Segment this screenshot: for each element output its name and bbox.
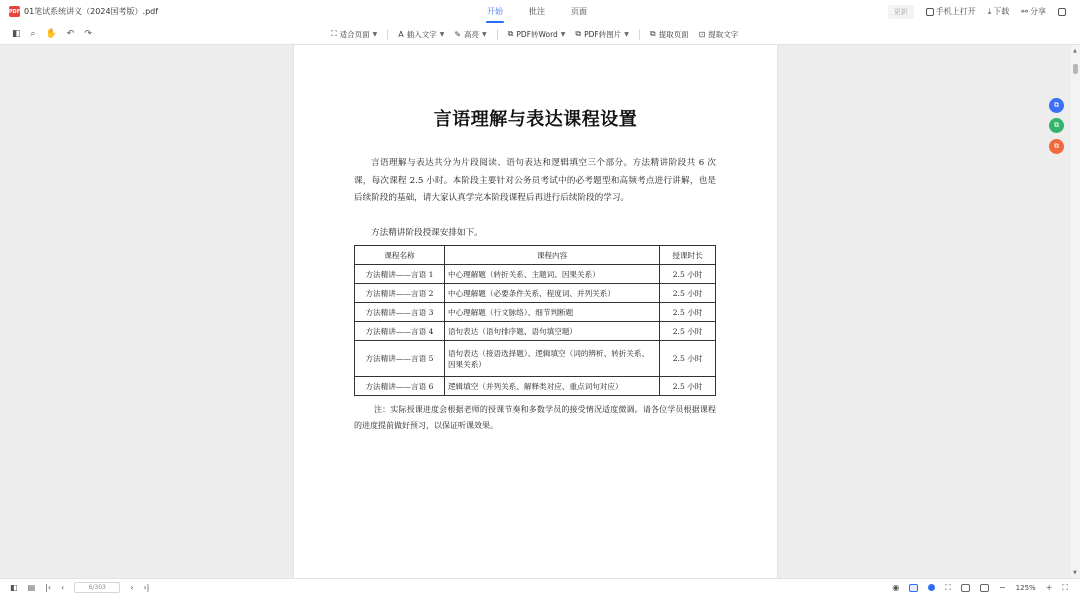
fit-page-label: 适合页面	[339, 29, 370, 39]
schedule-table	[354, 245, 716, 396]
course-content: 中心理解题（行文脉络）、细节判断题	[444, 303, 659, 322]
download-label: 下载	[993, 7, 1010, 16]
pdf-to-word-label: PDF转Word	[516, 29, 558, 39]
next-page-icon[interactable]: ›	[130, 583, 134, 592]
extract-text-label: 提取文字	[708, 29, 739, 39]
double-page-view-icon[interactable]	[961, 584, 970, 592]
pdf-to-image-label: PDF转图片	[584, 29, 622, 39]
column-header: 课程内容	[444, 246, 659, 265]
pdf-to-image-button[interactable]	[575, 29, 628, 40]
download-icon: ⤓	[987, 6, 992, 16]
table-row	[355, 303, 716, 322]
download-button[interactable]	[988, 6, 1010, 17]
share-button[interactable]	[1021, 6, 1046, 17]
course-content: 中心理解题（必要条件关系、程度词、并列关系）	[444, 284, 659, 303]
copy-icon: ⧉	[1054, 101, 1059, 109]
divider	[387, 29, 388, 40]
update-button[interactable]: 更新	[888, 5, 914, 19]
chevron-down-icon: ▼	[560, 30, 566, 38]
tab-page[interactable]: 页面	[571, 7, 587, 16]
fit-page-icon: ⛶	[331, 29, 337, 38]
continuous-view-icon[interactable]	[928, 584, 935, 591]
highlighter-icon: ✎	[454, 29, 462, 39]
insert-text-button[interactable]	[398, 29, 444, 40]
insert-text-label: 插入文字	[406, 29, 437, 39]
table-header-row	[355, 246, 716, 265]
file-name: 01笔试系统讲义（2024国考版）.pdf	[24, 7, 159, 16]
open-on-phone-label: 手机上打开	[935, 7, 976, 16]
intro-paragraph: 言语理解与表达共分为片段阅读、语句表达和逻辑填空三个部分。方法精讲阶段共 6 次课，每次课程 2.5 小时。本阶段主要针对公务员考试中的必考题型和高频考点进行讲解，也是后续阶段的基础，请大家认真学完本阶段课程后再进行后续阶段的学习。	[354, 158, 716, 203]
tab-start[interactable]: 开始	[483, 4, 507, 19]
undo-icon[interactable]: ↶	[66, 29, 75, 39]
table-row	[355, 341, 716, 377]
phone-icon	[926, 8, 934, 16]
zoom-out-icon[interactable]: −	[998, 583, 1006, 592]
chevron-down-icon: ▼	[624, 30, 629, 38]
chevron-down-icon: ▼	[482, 30, 487, 38]
column-header: 课程名称	[355, 246, 445, 265]
chevron-down-icon: ▼	[439, 30, 445, 38]
convert-button[interactable]	[1049, 139, 1064, 154]
search-icon[interactable]: ⌕	[30, 29, 36, 39]
course-content: 逻辑填空（并列关系、解释类对应、重点词句对应）	[444, 377, 659, 396]
translate-icon: ⧉	[1054, 121, 1059, 129]
column-header: 授课时长	[660, 246, 716, 265]
toolbar	[0, 23, 1080, 45]
title-bar	[0, 0, 1080, 23]
extract-text-button[interactable]	[699, 29, 739, 40]
course-duration: 2.5 小时	[660, 322, 716, 341]
course-name: 方法精讲——言语 4	[355, 322, 445, 341]
sidebar-toggle-icon[interactable]: ◧	[12, 29, 21, 39]
convert-icon: ⧉	[1054, 142, 1059, 150]
table-row	[355, 284, 716, 303]
scrollbar-thumb[interactable]	[1073, 64, 1078, 74]
status-bar	[0, 578, 1080, 595]
last-page-icon[interactable]: ›|	[143, 583, 150, 592]
fit-width-icon[interactable]: ⛶	[945, 582, 951, 592]
fullscreen-icon[interactable]: ⛶	[1062, 582, 1068, 592]
toolbar-left	[12, 23, 92, 45]
document-viewport[interactable]	[0, 45, 1080, 578]
table-row	[355, 322, 716, 341]
divider	[639, 29, 640, 40]
extract-page-icon: ⧉	[649, 29, 656, 38]
course-content: 语句表达（语句排序题、语句填空题）	[444, 322, 659, 341]
toolbar-center	[331, 23, 738, 45]
course-name: 方法精讲——言语 5	[355, 341, 445, 377]
course-duration: 2.5 小时	[660, 341, 716, 377]
first-page-icon[interactable]: |‹	[45, 583, 52, 592]
table-row	[355, 265, 716, 284]
course-name: 方法精讲——言语 1	[355, 265, 445, 284]
course-name: 方法精讲——言语 6	[355, 377, 445, 396]
pdf-page	[294, 45, 777, 578]
highlight-button[interactable]	[454, 29, 486, 40]
outline-panel-icon[interactable]: ▤	[27, 583, 36, 592]
schedule-intro: 方法精讲阶段授课安排如下。	[371, 228, 483, 238]
eye-icon[interactable]: ◉	[892, 583, 900, 592]
scroll-up-icon[interactable]: ▲	[1073, 48, 1077, 54]
document-title: 言语理解与表达课程设置	[433, 109, 638, 130]
pdf-to-word-button[interactable]	[508, 29, 566, 40]
view-controls	[892, 579, 1068, 595]
course-name: 方法精讲——言语 2	[355, 284, 445, 303]
zoom-level[interactable]: 125%	[1015, 583, 1036, 592]
course-name: 方法精讲——言语 3	[355, 303, 445, 322]
extract-text-icon: ⊡	[698, 29, 706, 39]
course-duration: 2.5 小时	[660, 284, 716, 303]
feedback-icon	[1058, 8, 1066, 16]
pdf-file-icon: PDF	[9, 6, 20, 17]
translate-button[interactable]	[1049, 118, 1064, 133]
ai-assistant-button[interactable]	[1049, 98, 1064, 113]
extract-page-label: 提取页面	[658, 29, 689, 39]
main-tabs	[483, 0, 591, 23]
open-on-phone-button[interactable]	[926, 6, 976, 17]
single-page-view-icon[interactable]	[909, 584, 918, 592]
image-icon: ⧉	[575, 29, 582, 38]
title-actions	[888, 0, 1066, 23]
fit-page-button[interactable]	[331, 29, 377, 40]
page-navigation	[10, 579, 149, 595]
thumbnail-panel-icon[interactable]: ◧	[10, 583, 18, 592]
table-row	[355, 377, 716, 396]
course-content: 语句表达（接语选择题）、逻辑填空（词的辨析、转折关系、因果关系）	[444, 341, 659, 377]
hand-tool-icon[interactable]: ✋	[45, 29, 57, 39]
course-content: 中心理解题（转折关系、主题词、因果关系）	[444, 265, 659, 284]
share-label: 分享	[1030, 7, 1046, 16]
prev-page-icon[interactable]: ‹	[61, 583, 65, 592]
schedule-note: 注：实际授课进度会根据老师的授课节奏和多数学员的接受情况适度微调。请各位学员根据课程的进度提前做好预习，以保证听课效果。	[354, 405, 716, 430]
feedback-button[interactable]	[1058, 8, 1066, 16]
book-view-icon[interactable]	[980, 584, 989, 592]
redo-icon[interactable]: ↷	[84, 29, 92, 39]
course-duration: 2.5 小时	[660, 303, 716, 322]
tab-annotate[interactable]: 批注	[529, 7, 545, 16]
text-icon: A	[398, 29, 404, 39]
course-duration: 2.5 小时	[660, 377, 716, 396]
convert-icon: ⧉	[507, 29, 514, 38]
scroll-down-icon[interactable]: ▼	[1073, 570, 1077, 576]
page-number-input[interactable]: 6/303	[74, 582, 120, 593]
vertical-scrollbar[interactable]	[1071, 45, 1080, 578]
course-duration: 2.5 小时	[660, 265, 716, 284]
chevron-down-icon: ▼	[372, 30, 378, 38]
share-icon: ⚯	[1021, 7, 1028, 16]
extract-page-button[interactable]	[650, 29, 689, 40]
zoom-in-icon[interactable]: +	[1045, 583, 1053, 592]
highlight-label: 高亮	[464, 29, 480, 39]
divider	[497, 29, 498, 40]
